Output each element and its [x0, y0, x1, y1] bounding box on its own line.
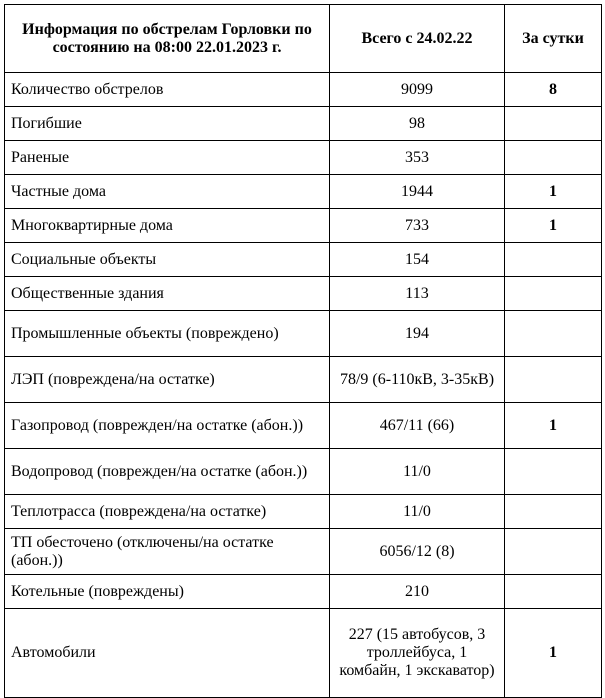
- shelling-info-table: [4, 4, 602, 698]
- table-row: [5, 357, 602, 403]
- row-day: [505, 575, 602, 609]
- row-day: 1: [505, 403, 602, 449]
- row-total: 154: [330, 243, 505, 277]
- table-row: [5, 209, 602, 243]
- row-day: [505, 141, 602, 175]
- row-total: 733: [330, 209, 505, 243]
- table-row: [5, 495, 602, 529]
- row-day: [505, 495, 602, 529]
- row-total: 6056/12 (8): [330, 529, 505, 575]
- row-total: 11/0: [330, 495, 505, 529]
- table-row: [5, 73, 602, 107]
- row-day: [505, 311, 602, 357]
- row-label: Промышленные объекты (повреждено): [5, 311, 330, 357]
- row-label: Многоквартирные дома: [5, 209, 330, 243]
- table-row: [5, 107, 602, 141]
- row-total: 113: [330, 277, 505, 311]
- row-label: ТП обесточено (отключены/на остатке (абон.)): [5, 529, 330, 575]
- row-label: Теплотрасса (повреждена/на остатке): [5, 495, 330, 529]
- row-day: [505, 449, 602, 495]
- row-label: ЛЭП (повреждена/на остатке): [5, 357, 330, 403]
- table-row: [5, 403, 602, 449]
- column-header-day: За сутки: [505, 5, 602, 73]
- column-header-total: Всего с 24.02.22: [330, 5, 505, 73]
- row-day: 8: [505, 73, 602, 107]
- row-day: [505, 357, 602, 403]
- row-total: 227 (15 автобусов, 3 троллейбуса, 1 комбайн, 1 экскаватор): [330, 609, 505, 698]
- row-total: 1944: [330, 175, 505, 209]
- row-day: [505, 529, 602, 575]
- table-title: Информация по обстрелам Горловки по состоянию на 08:00 22.01.2023 г.: [5, 5, 330, 73]
- row-day: [505, 243, 602, 277]
- row-label: Количество обстрелов: [5, 73, 330, 107]
- header-row: [5, 5, 602, 73]
- row-label: Котельные (повреждены): [5, 575, 330, 609]
- row-day: [505, 107, 602, 141]
- row-label: Газопровод (поврежден/на остатке (абон.)): [5, 403, 330, 449]
- row-label: Раненые: [5, 141, 330, 175]
- table-row: [5, 141, 602, 175]
- table-row: [5, 277, 602, 311]
- row-total: 9099: [330, 73, 505, 107]
- row-day: 1: [505, 609, 602, 698]
- row-total: 11/0: [330, 449, 505, 495]
- table-row: [5, 311, 602, 357]
- row-label: Погибшие: [5, 107, 330, 141]
- row-total: 194: [330, 311, 505, 357]
- row-day: 1: [505, 209, 602, 243]
- row-total: 98: [330, 107, 505, 141]
- row-label: Социальные объекты: [5, 243, 330, 277]
- table-row: [5, 449, 602, 495]
- table-row: [5, 243, 602, 277]
- table-row: [5, 575, 602, 609]
- row-label: Автомобили: [5, 609, 330, 698]
- table-row: [5, 529, 602, 575]
- row-total: 467/11 (66): [330, 403, 505, 449]
- table-row: [5, 609, 602, 698]
- table-row: [5, 175, 602, 209]
- row-total: 210: [330, 575, 505, 609]
- row-total: 78/9 (6-110кВ, 3-35кВ): [330, 357, 505, 403]
- row-total: 353: [330, 141, 505, 175]
- row-day: [505, 277, 602, 311]
- row-day: 1: [505, 175, 602, 209]
- row-label: Водопровод (поврежден/на остатке (абон.)): [5, 449, 330, 495]
- row-label: Общественные здания: [5, 277, 330, 311]
- row-label: Частные дома: [5, 175, 330, 209]
